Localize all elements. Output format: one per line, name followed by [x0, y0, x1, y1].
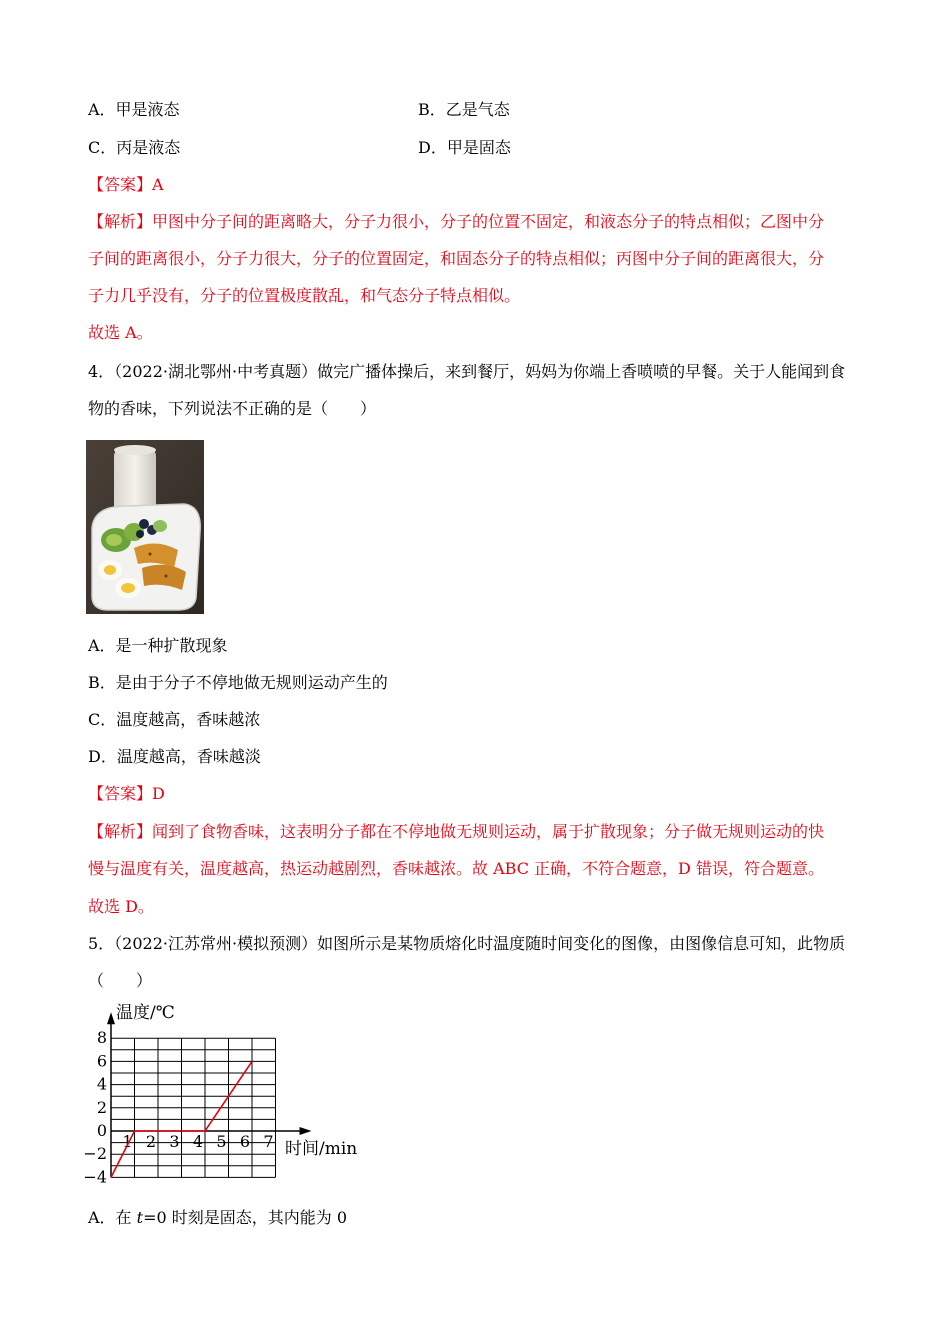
y-tick-label: 0: [96, 1121, 107, 1140]
q4-stem-line-2: 物的香味，下列说法不正确的是（ ）: [88, 399, 377, 418]
q4-choice: 故选 D。: [88, 897, 154, 916]
x-tick-label: 5: [216, 1132, 227, 1151]
y-tick-label: 6: [96, 1051, 107, 1071]
x-tick-label: 1: [122, 1132, 133, 1151]
q3-option-d: D．甲是固态: [418, 138, 511, 157]
graph-axes: [107, 1012, 312, 1177]
q3-option-a: A．甲是液态: [88, 100, 180, 119]
q3-option-b: B．乙是气态: [418, 100, 510, 119]
y-tick-label: 4: [96, 1074, 107, 1094]
y-tick-label: −4: [83, 1167, 107, 1187]
q5-option-a-suffix: =0 时刻是固态，其内能为 0: [143, 1208, 348, 1227]
x-tick-label: 2: [145, 1132, 156, 1151]
q4-answer: 【答案】D: [88, 784, 165, 803]
q5-stem-line-2: （ ）: [88, 971, 153, 990]
q4-option-d: D．温度越高，香味越淡: [88, 747, 261, 766]
q3-answer: 【答案】A: [88, 175, 164, 194]
q4-analysis-line-2: 慢与温度有关，温度越高，热运动越剧烈，香味越浓。故 ABC 正确，不符合题意，D 错误，符合题意。: [88, 859, 824, 878]
q3-analysis-line-2: 子间的距离很小，分子力很大，分子的位置固定，和固态分子的特点相似；丙图中分子间的距离很大，分: [88, 249, 825, 268]
q5-option-a-variable: t: [136, 1208, 144, 1227]
q5-stem-line-1: 5．（2022·江苏常州·模拟预测）如图所示是某物质熔化时温度随时间变化的图像，由图像信息可知，此物质: [88, 934, 846, 953]
q4-stem-line-1: 4．（2022·湖北鄂州·中考真题）做完广播体操后，来到餐厅，妈妈为你端上香喷喷的早餐。关于人能闻到食: [88, 362, 846, 381]
q3-analysis-line-1: 【解析】甲图中分子间的距离略大，分子力很小，分子的位置不固定，和液态分子的特点相似；乙图中分: [88, 212, 825, 231]
y-axis-label: 温度/℃: [116, 1003, 175, 1023]
breakfast-photo: [86, 440, 204, 614]
q3-choice: 故选 A。: [88, 323, 153, 342]
x-tick-label: 7: [263, 1132, 274, 1151]
q3-analysis-line-3: 子力几乎没有，分子的位置极度散乱，和气态分子特点相似。: [88, 286, 521, 305]
y-axis-arrow: [107, 1012, 115, 1024]
x-axis-arrow: [300, 1127, 312, 1135]
q3-option-c: C．丙是液态: [88, 138, 181, 157]
graph-grid: [111, 1038, 276, 1177]
x-tick-label: 6: [239, 1132, 250, 1151]
y-tick-label: 2: [96, 1097, 107, 1117]
temperature-time-graph: [80, 996, 380, 1196]
x-tick-label: 4: [192, 1132, 203, 1151]
q4-option-c: C．温度越高，香味越浓: [88, 710, 261, 729]
q5-option-a-prefix: A．在: [88, 1208, 137, 1227]
q4-option-b: B．是由于分子不停地做无规则运动产生的: [88, 673, 388, 692]
q4-analysis-line-1: 【解析】闻到了食物香味，这表明分子都在不停地做无规则运动，属于扩散现象；分子做无规则运动的快: [88, 822, 825, 841]
q5-option-a: [88, 1208, 347, 1228]
x-tick-label: 3: [169, 1132, 180, 1151]
y-tick-label: −2: [83, 1144, 107, 1164]
y-tick-label: 8: [96, 1028, 107, 1048]
q4-option-a: A．是一种扩散现象: [88, 636, 228, 655]
x-axis-label: 时间/min: [285, 1139, 358, 1159]
